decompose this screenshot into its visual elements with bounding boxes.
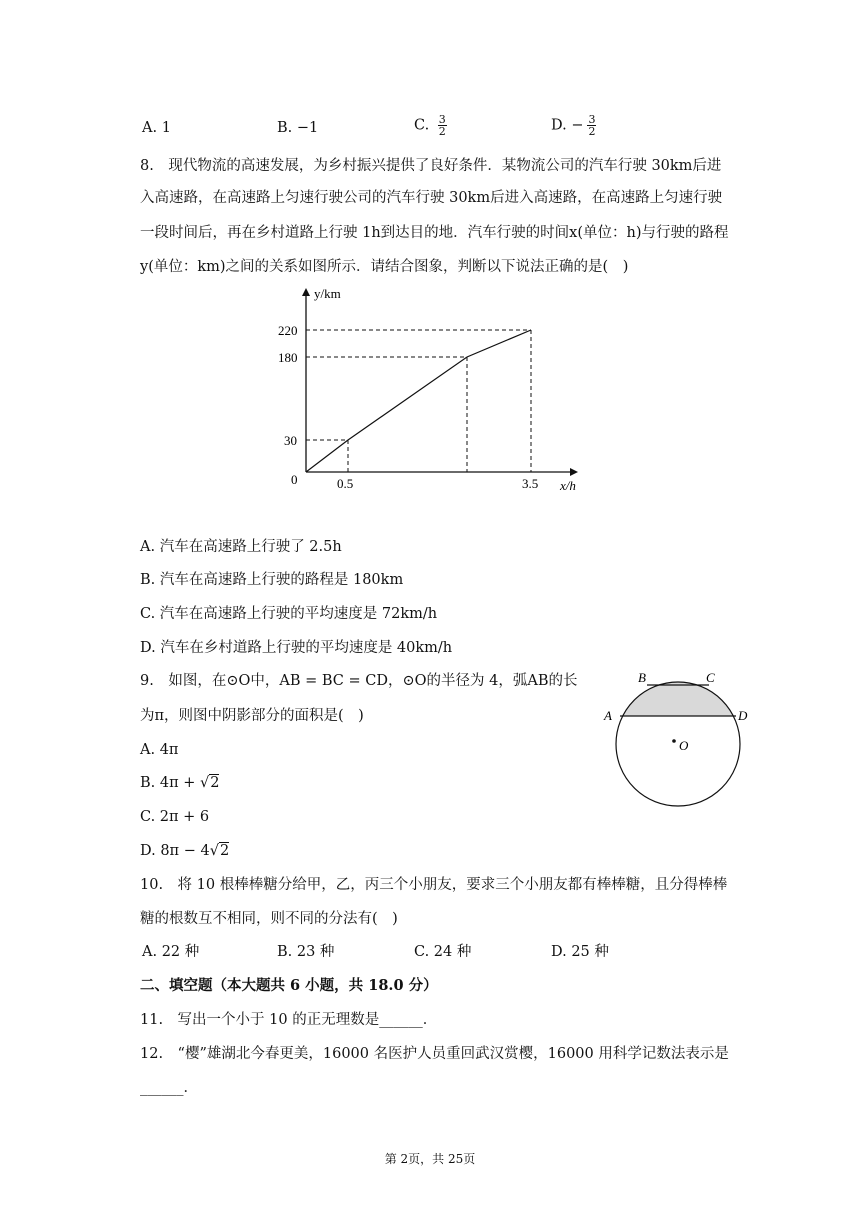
x-axis-label: x/h <box>560 478 576 493</box>
y-axis-label: y/km <box>314 286 341 301</box>
q7-option-b: B. −1 <box>277 120 319 136</box>
q10-line-2: 糖的根数互不相同，则不同的分法有( ) <box>140 911 398 927</box>
distance-line <box>306 330 531 472</box>
q8-option-a: A. 汽车在高速路上行驶了 2.5h <box>140 539 342 555</box>
q8-option-b: B. 汽车在高速路上行驶的路程是 180km <box>140 572 404 588</box>
x-tick-0-5: 0.5 <box>337 476 354 491</box>
q8-distance-time-graph <box>270 282 590 502</box>
q7-option-a: A. 1 <box>142 120 171 136</box>
q10-option-c: C. 24 种 <box>414 944 472 960</box>
guide-lines <box>306 330 531 472</box>
q9-option-c: C. 2π + 6 <box>140 809 210 825</box>
q9-option-a: A. 4π <box>140 742 179 758</box>
q9-line-1: 9. 如图，在⊙O中，AB = BC = CD，⊙O的半径为 4，弧AB的长 <box>140 673 578 689</box>
x-tick-3-5: 3.5 <box>522 476 539 491</box>
fraction: $\frac{3}{2}$ <box>588 113 596 138</box>
q7-option-d: D. − $\frac{3}{2}$ <box>551 113 596 138</box>
q11-line: 11. 写出一个小于 10 的正无理数是______． <box>140 1012 438 1028</box>
label-a: A <box>604 708 612 723</box>
q10-option-d: D. 25 种 <box>551 944 609 960</box>
page-footer: 第 2页，共 25页 <box>384 1152 476 1166</box>
section-title: 二、填空题（本大题共 6 小题，共 18.0 分） <box>140 977 438 994</box>
shaded-region <box>596 664 760 716</box>
x-axis-arrow-icon <box>570 468 578 476</box>
y-tick-220: 220 <box>278 323 298 338</box>
q9-option-b: B. 4π + √2 <box>140 775 220 791</box>
q8-line-2: 入高速路，在高速路上匀速行驶公司的汽车行驶 30km后进入高速路，在高速路上匀速行驶 <box>140 190 723 206</box>
y-tick-30: 30 <box>284 433 297 448</box>
y-axis-arrow-icon <box>302 288 310 296</box>
q10-option-a: A. 22 种 <box>142 944 200 960</box>
q12-line-2: ______． <box>140 1080 198 1096</box>
origin-label: 0 <box>291 472 298 487</box>
q7-option-c: C. $\frac{3}{2}$ <box>414 113 446 138</box>
q9-circle-figure <box>596 664 760 808</box>
q8-option-c: C. 汽车在高速路上行驶的平均速度是 72km/h <box>140 606 438 622</box>
sqrt-radicand: 2 <box>210 775 220 791</box>
fraction: $\frac{3}{2}$ <box>438 113 446 138</box>
center-dot <box>672 739 676 743</box>
label-b: B <box>638 670 646 685</box>
q10-line-1: 10. 将 10 根棒棒糖分给甲，乙，丙三个小朋友，要求三个小朋友都有棒棒糖，且分得棒棒 <box>140 877 728 893</box>
label-c: C <box>706 670 715 685</box>
y-tick-180: 180 <box>278 350 298 365</box>
q8-option-d: D. 汽车在乡村道路上行驶的平均速度是 40km/h <box>140 640 453 656</box>
sqrt-radicand: 2 <box>219 843 230 859</box>
q8-line-3: 一段时间后，再在乡村道路上行驶 1h到达目的地．汽车行驶的时间x(单位：h)与行驶的路程 <box>140 225 729 241</box>
label-o: O <box>679 738 689 753</box>
q8-line-4: y(单位：km)之间的关系如图所示．请结合图象，判断以下说法正确的是( ) <box>140 259 629 275</box>
q9-line-2: 为π，则图中阴影部分的面积是( ) <box>140 708 364 724</box>
q9-option-d: D. 8π − 4√2 <box>140 843 230 859</box>
label-d: D <box>738 708 748 723</box>
q12-line-1: 12. “樱”雄湖北今春更美，16000 名医护人员重回武汉赏樱，16000 用科学记数法表示是 <box>140 1046 729 1062</box>
q10-option-b: B. 23 种 <box>277 944 335 960</box>
q8-line-1: 8. 现代物流的高速发展，为乡村振兴提供了良好条件．某物流公司的汽车行驶 30km后进 <box>140 158 722 174</box>
